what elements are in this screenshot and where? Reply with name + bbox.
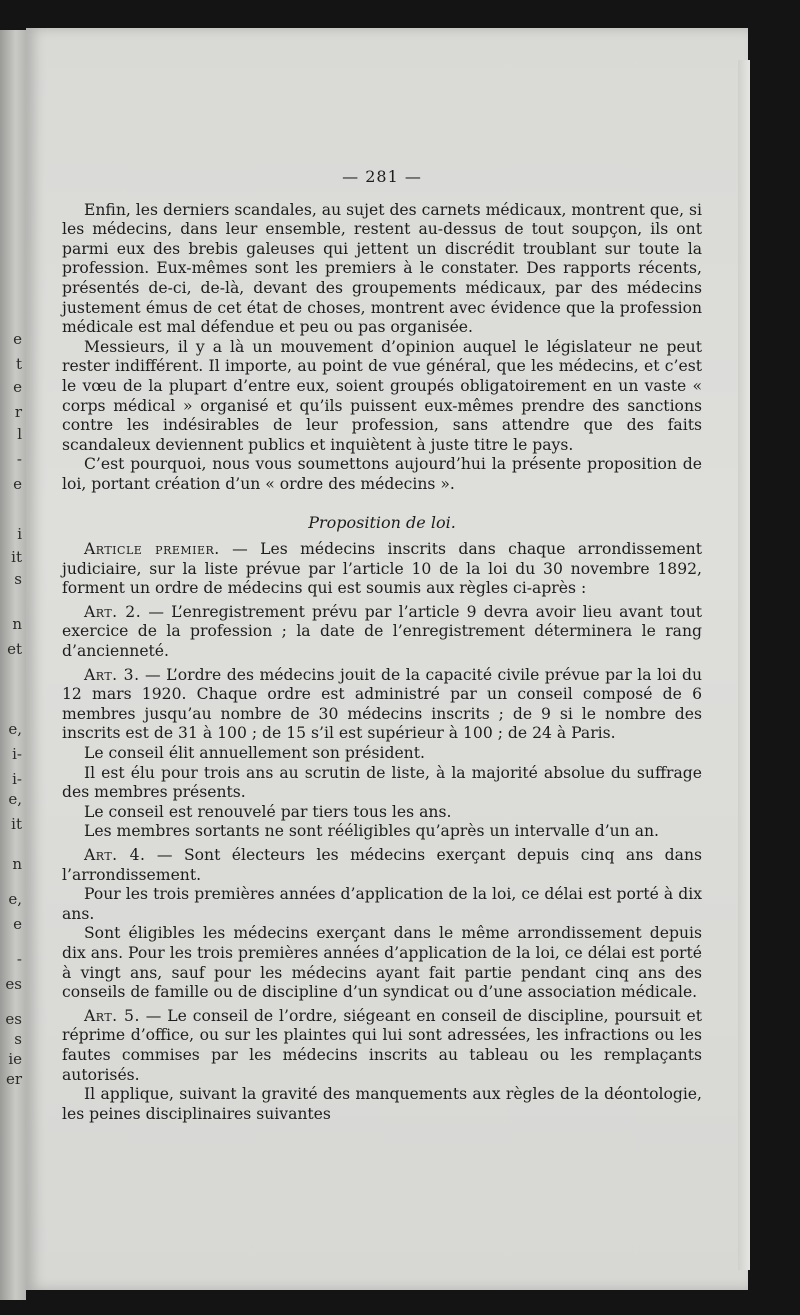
article-label: Art. 3.	[84, 665, 140, 684]
previous-page-edge	[0, 30, 26, 1300]
margin-mark: e	[13, 330, 22, 348]
article-3-paragraph: Le conseil élit annuellement son président.	[84, 744, 425, 763]
article-label: Art. 4.	[84, 846, 146, 864]
article-text: — Les médecins inscrits dans chaque arrondissement judiciaire, sur la liste prévue par l’article 10 de la loi du 30 novembre 1892, forment un ordre de médecins qui est soumis aux règles ci-après :	[62, 540, 702, 598]
margin-mark: ie	[8, 1050, 22, 1068]
article-text: — Le conseil de l’ordre, siégeant en conseil de discipline, poursuit et réprime d’office, ou sur les plaintes qui lui sont adressées, les infractions ou les fautes commises par les médecins inscrits au tableau ou les remplaçants autorisés.	[62, 1006, 702, 1084]
article-2	[62, 603, 702, 662]
margin-mark: n	[12, 855, 22, 873]
margin-mark: er	[5, 1070, 22, 1088]
article-1	[62, 540, 702, 599]
article-3-paragraph: Le conseil est renouvelé par tiers tous les ans.	[84, 802, 452, 821]
article-5-paragraph: Il applique, suivant la gravité des manquements aux règles de la déontologie, les peines disciplinaires suivantes	[62, 1085, 702, 1123]
page-number: — 281 —	[342, 167, 422, 186]
margin-mark: es	[5, 1010, 22, 1028]
article-label: Art. 2.	[84, 602, 142, 621]
margin-mark: l	[17, 425, 22, 443]
margin-mark: s	[14, 1030, 22, 1048]
article-4-paragraph: Pour les trois premières années d’application de la loi, ce délai est porté à dix ans.	[62, 885, 702, 923]
margin-mark: e,	[8, 790, 22, 808]
margin-mark: t	[15, 355, 22, 373]
margin-mark: e	[13, 915, 22, 933]
margin-mark: e,	[8, 890, 22, 908]
margin-mark: n	[12, 615, 22, 633]
intro-paragraph-3: C’est pourquoi, nous vous soumettons aujourd’hui la présente proposition de loi, portant création d’un « ordre des médecins ».	[62, 455, 702, 493]
margin-mark: e,	[8, 720, 22, 738]
page-content	[62, 28, 702, 1124]
section-heading: Proposition de loi.	[308, 512, 456, 532]
margin-mark: e	[13, 475, 22, 493]
margin-mark: -	[16, 950, 22, 968]
article-5	[62, 1007, 702, 1085]
document-page	[26, 28, 748, 1290]
article-3	[62, 666, 702, 744]
intro-paragraph-1: Enfin, les derniers scandales, au sujet des carnets médicaux, montrent que, si les médecins, dans leur ensemble, restent au-dessus de tout soupçon, ils ont parmi eux des brebis galeuses qui jettent un discrédit troublant sur toute la profession. Eux-mêmes sont les premiers à le constater. Des rapports récents, présentés de-ci, de-là, devant des groupements médicaux, par des médecins justement émus de cet état de choses, montrent avec évidence que la profession médicale est mal défendue et peu ou pas organisée.	[62, 200, 702, 337]
article-text: — L’ordre des médecins jouit de la capacité civile prévue par la loi du 12 mars 1920. Chaque ordre est administré par un conseil composé de 6 membres jusqu’au nombre de 30 médecins inscrits ; de 9 si le nombre des inscrits est de 31 à 100 ; de 15 s’il est supérieur à 100 ; de 24 à Paris.	[62, 665, 703, 743]
article-text: — L’enregistrement prévu par l’article 9 devra avoir lieu avant tout exercice de la profession ; la date de l’enregistrement déterminera le rang d’ancienneté.	[62, 602, 702, 661]
margin-mark: et	[7, 640, 22, 658]
margin-mark: it	[11, 548, 22, 566]
margin-mark: it	[11, 815, 22, 833]
margin-mark: es	[5, 975, 22, 993]
page-edge	[738, 60, 750, 1270]
article-4-paragraph: Sont éligibles les médecins exerçant dans le même arrondissement depuis dix ans. Pour les trois premières années d’application de la loi, ce délai est porté à vingt ans, sauf pour les médecins ayant fait partie pendant cinq ans des conseils de famille ou de discipline d’un syndicat ou d’une association médicale.	[62, 924, 702, 1002]
intro-paragraph-2: Messieurs, il y a là un mouvement d’opinion auquel le législateur ne peut rester indifférent. Il importe, au point de vue général, que les médecins, et c’est le vœu de la plupart d’entre eux, soient groupés obligatoirement en un vaste « corps médical » organisé et qu’ils puissent eux-mêmes prendre des sanctions contre les indésirables de leur profession, sans attendre que des faits scandaleux deviennent publics et inquiètent à juste titre le pays.	[62, 337, 702, 454]
article-3-paragraph: Il est élu pour trois ans au scrutin de liste, à la majorité absolue du suffrage des membres présents.	[62, 763, 702, 802]
article-label: Article premier.	[84, 540, 220, 559]
margin-mark: i	[17, 525, 22, 543]
margin-mark: -	[16, 450, 22, 468]
margin-mark: i-	[12, 770, 22, 788]
margin-mark: i-	[12, 745, 22, 763]
article-3-paragraph: Les membres sortants ne sont rééligibles qu’après un intervalle d’un an.	[84, 822, 660, 841]
article-text: — Sont électeurs les médecins exerçant depuis cinq ans dans l’arrondissement.	[62, 846, 703, 884]
margin-mark: r	[14, 403, 22, 421]
margin-mark: e	[13, 378, 22, 396]
article-label: Art. 5.	[84, 1006, 140, 1025]
margin-mark: s	[14, 570, 22, 588]
article-4	[62, 846, 702, 885]
